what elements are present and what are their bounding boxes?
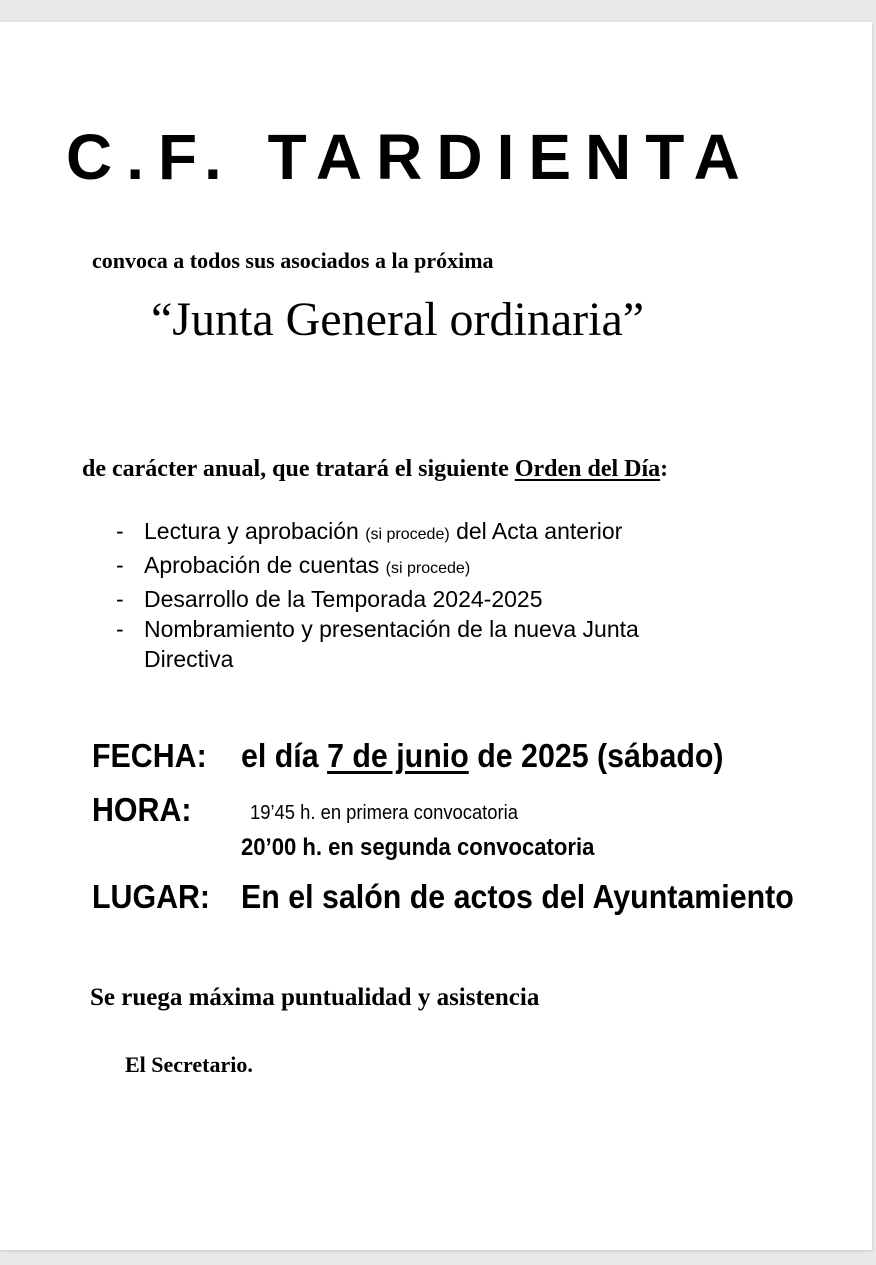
agenda-item-text: Desarrollo de la Temporada 2024-2025	[144, 586, 543, 612]
closing-text: Se ruega máxima puntualidad y asistencia	[90, 984, 540, 1011]
lugar-label: LUGAR:	[92, 878, 211, 915]
agenda-item-note: (si procede)	[365, 526, 450, 543]
agenda-intro-suffix: :	[660, 456, 669, 482]
agenda-item-text: Lectura y aprobación	[144, 518, 366, 544]
agenda-intro	[82, 456, 668, 483]
notice-sheet	[0, 22, 872, 1250]
fecha-prefix: el día	[241, 737, 328, 774]
agenda-item-note: (si procede)	[385, 560, 471, 577]
dash-icon: -	[116, 586, 124, 612]
fecha-label: FECHA:	[92, 737, 207, 774]
hora-first-call: 19’45 h. en primera convocatoria	[250, 802, 518, 824]
fecha-suffix: de 2025 (sábado)	[468, 737, 724, 774]
dash-icon: -	[116, 518, 124, 544]
lugar-value: En el salón de actos del Ayuntamiento	[241, 878, 794, 915]
dash-icon: -	[116, 616, 124, 642]
agenda-heading: Orden del Día	[514, 456, 661, 482]
agenda-item	[116, 614, 639, 674]
agenda-item-text: Aprobación de cuentas	[144, 552, 386, 578]
hora-label: HORA:	[92, 791, 192, 828]
signature: El Secretario.	[125, 1052, 253, 1077]
intro-text: convoca a todos sus asociados a la próxima	[92, 248, 494, 273]
fecha-date: 7 de junio	[327, 737, 469, 774]
meeting-title: “Junta General ordinaria”	[151, 293, 645, 346]
agenda-item	[116, 516, 639, 550]
agenda-item	[116, 584, 639, 614]
fecha-value	[241, 737, 724, 775]
agenda-item	[116, 550, 639, 584]
club-name: C.F. TARDIENTA	[66, 121, 754, 193]
dash-icon: -	[116, 552, 124, 578]
agenda-item-text-line2: Directiva	[144, 646, 234, 672]
agenda-item-text: Nombramiento y presentación de la nueva Junta	[144, 616, 639, 642]
hora-second-call: 20’00 h. en segunda convocatoria	[241, 834, 595, 861]
agenda-item-text-end: del Acta anterior	[449, 518, 623, 544]
agenda-intro-prefix: de carácter anual, que tratará el siguiente	[82, 456, 515, 482]
agenda-list	[116, 516, 639, 674]
